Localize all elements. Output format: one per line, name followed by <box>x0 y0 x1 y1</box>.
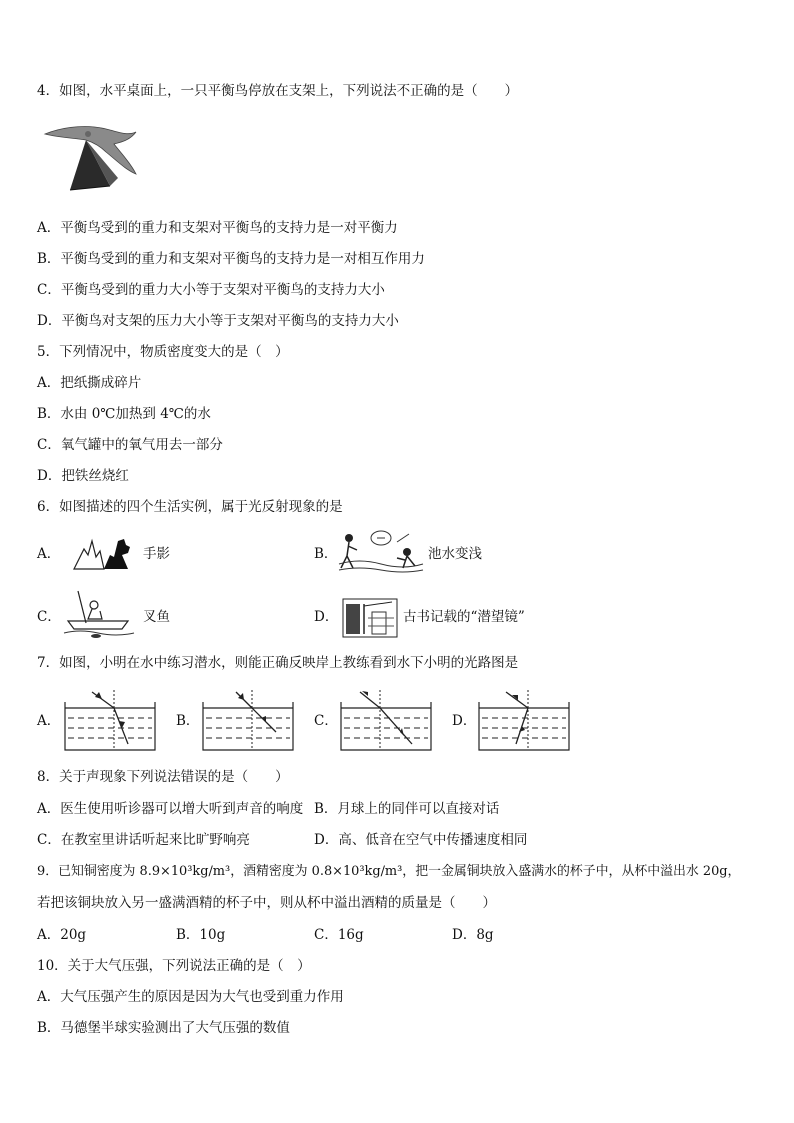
question-9-option-b: B．10g <box>176 927 226 943</box>
question-5-option-b: B．水由 0℃加热到 4℃的水 <box>37 406 211 422</box>
balance-bird-figure <box>40 120 140 195</box>
question-6-option-b-letter: B． <box>314 546 338 562</box>
question-8-stem: 8．关于声现象下列说法错误的是（ ） <box>37 769 289 785</box>
question-9-option-c: C．16g <box>314 927 364 943</box>
light-path-diagram-b <box>200 688 296 752</box>
question-6-option-d-caption: 古书记载的“潜望镜” <box>403 609 525 625</box>
question-10-option-b: B．马德堡半球实验测出了大气压强的数值 <box>37 1020 290 1036</box>
question-9-option-d: D．8g <box>452 927 494 943</box>
light-path-diagram-c <box>338 688 434 752</box>
light-path-diagram-a <box>62 688 158 752</box>
question-6-stem: 6．如图描述的四个生活实例，属于光反射现象的是 <box>37 499 343 515</box>
question-5-option-d: D．把铁丝烧红 <box>37 468 129 484</box>
question-4-stem: 4．如图，水平桌面上，一只平衡鸟停放在支架上，下列说法不正确的是（ ） <box>37 83 519 99</box>
question-8-option-d: D．高、低音在空气中传播速度相同 <box>314 832 528 848</box>
question-6-option-c-caption: 叉鱼 <box>143 609 170 625</box>
question-5-option-a: A．把纸撕成碎片 <box>37 375 142 391</box>
question-9-stem-line-2: 若把该铜块放入另一盛满酒精的杯子中，则从杯中溢出酒精的质量是（ ） <box>37 895 496 911</box>
fish-spearing-image <box>62 589 137 639</box>
question-6-option-a-caption: 手影 <box>143 546 170 562</box>
pool-depth-image <box>337 528 425 578</box>
question-4-option-b: B．平衡鸟受到的重力和支架对平衡鸟的支持力是一对相互作用力 <box>37 251 425 267</box>
question-8-option-c: C．在教室里讲话听起来比旷野响亮 <box>37 832 250 848</box>
question-7-option-c-letter: C． <box>314 713 338 729</box>
periscope-image <box>342 598 398 638</box>
question-6-option-b-caption: 池水变浅 <box>428 546 482 562</box>
question-5-option-c: C．氧气罐中的氧气用去一部分 <box>37 437 223 453</box>
question-9-option-a: A．20g <box>37 927 87 943</box>
question-7-option-b-letter: B． <box>176 713 200 729</box>
question-7-option-a-letter: A． <box>37 713 61 729</box>
question-6-option-d-letter: D． <box>314 609 339 625</box>
question-7-stem: 7．如图，小明在水中练习潜水，则能正确反映岸上教练看到水下小明的光路图是 <box>37 655 519 671</box>
question-9-stem-line-1: 9．已知铜密度为 8.9×10³kg/m³，酒精密度为 0.8×10³kg/m³，把一金属铜块放入盛满水的杯子中，从杯中溢出水 20g， <box>37 864 741 879</box>
question-6-option-a-letter: A． <box>37 546 61 562</box>
hand-shadow-image <box>70 535 140 571</box>
question-4-option-c: C．平衡鸟受到的重力大小等于支架对平衡鸟的支持力大小 <box>37 282 385 298</box>
question-4-option-a: A．平衡鸟受到的重力和支架对平衡鸟的支持力是一对平衡力 <box>37 220 398 236</box>
question-10-option-a: A．大气压强产生的原因是因为大气也受到重力作用 <box>37 989 344 1005</box>
question-4-option-d: D．平衡鸟对支架的压力大小等于支架对平衡鸟的支持力大小 <box>37 313 399 329</box>
question-6-option-c-letter: C． <box>37 609 61 625</box>
question-10-stem: 10．关于大气压强，下列说法正确的是（ ） <box>37 958 311 974</box>
light-path-diagram-d <box>476 688 572 752</box>
question-5-stem: 5．下列情况中，物质密度变大的是（ ） <box>37 344 289 360</box>
question-8-option-a: A．医生使用听诊器可以增大听到声音的响度 <box>37 801 304 817</box>
question-7-option-d-letter: D． <box>452 713 477 729</box>
question-8-option-b: B．月球上的同伴可以直接对话 <box>314 801 500 817</box>
